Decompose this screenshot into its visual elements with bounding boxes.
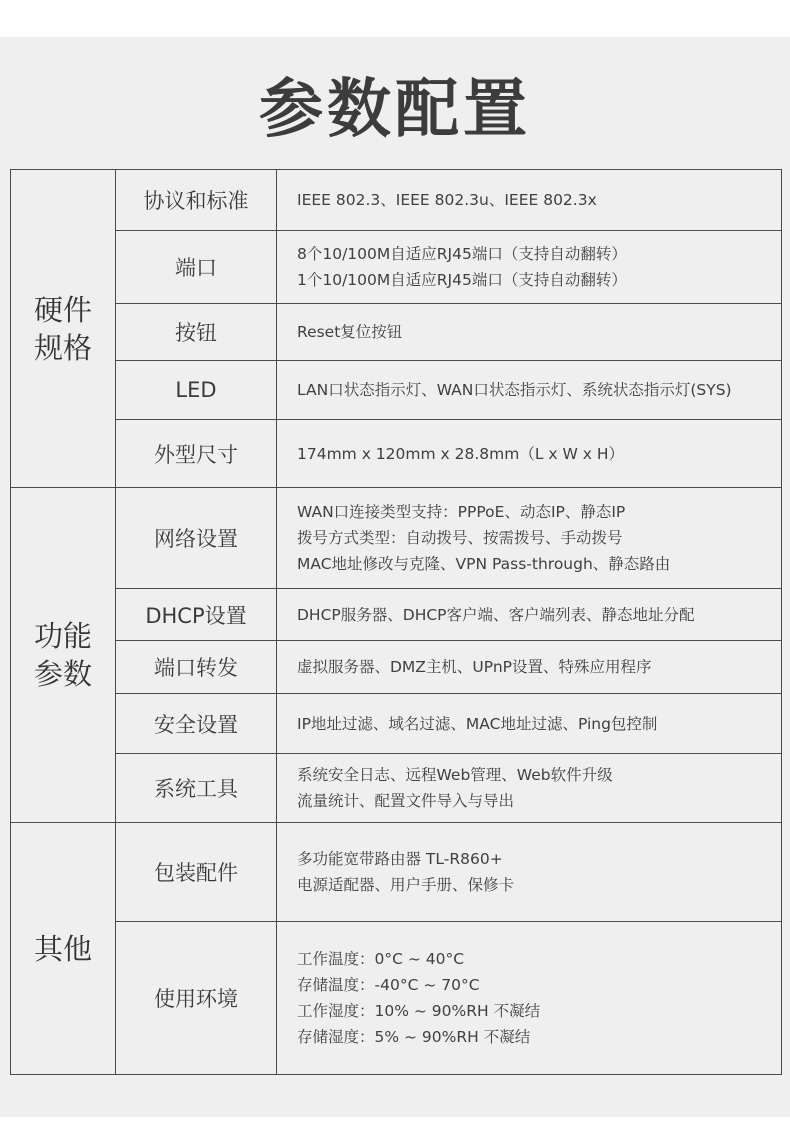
row-value	[277, 754, 782, 823]
table-row	[11, 170, 782, 231]
table-row	[11, 231, 782, 304]
value-line: 电源适配器、用户手册、保修卡	[297, 876, 515, 894]
value-line: 工作温度：0°C ~ 40°C	[297, 950, 465, 968]
row-label: 端口	[116, 231, 277, 304]
row-label: 网络设置	[116, 488, 277, 589]
table-row	[11, 361, 782, 420]
value-line: IP地址过滤、域名过滤、MAC地址过滤、Ping包控制	[297, 714, 658, 733]
table-row	[11, 641, 782, 694]
table-row	[11, 420, 782, 488]
value-line: IEEE 802.3、IEEE 802.3u、IEEE 802.3x	[297, 191, 597, 209]
group-label: 功能参数	[33, 619, 92, 691]
group-cell-hardware	[11, 170, 116, 488]
page-title: 参数配置	[259, 73, 531, 147]
group-label: 硬件规格	[33, 292, 92, 365]
group-cell-other	[11, 823, 116, 1075]
table-row	[11, 488, 782, 589]
row-label: 系统工具	[116, 754, 277, 823]
value-line: 8个10/100M自适应RJ45端口（支持自动翻转）	[297, 245, 627, 263]
value-line: 174mm x 120mm x 28.8mm（L x W x H）	[297, 444, 624, 463]
row-label: DHCP设置	[116, 589, 277, 641]
row-label: 按钮	[116, 304, 277, 361]
group-label: 其他	[33, 931, 92, 966]
table-row	[11, 304, 782, 361]
group-cell-function	[11, 488, 116, 823]
row-value	[277, 694, 782, 754]
row-value	[277, 641, 782, 694]
value-line: DHCP服务器、DHCP客户端、客户端列表、静态地址分配	[297, 605, 695, 624]
row-value	[277, 589, 782, 641]
value-line: 工作湿度：10% ~ 90%RH 不凝结	[297, 1002, 541, 1020]
row-label: 使用环境	[116, 922, 277, 1075]
value-line: 虚拟服务器、DMZ主机、UPnP设置、特殊应用程序	[297, 658, 652, 676]
row-label: 安全设置	[116, 694, 277, 754]
value-line: 存储湿度：5% ~ 90%RH 不凝结	[297, 1028, 531, 1046]
value-line: 1个10/100M自适应RJ45端口（支持自动翻转）	[297, 271, 627, 289]
table-row	[11, 922, 782, 1075]
row-value	[277, 488, 782, 589]
row-value	[277, 361, 782, 420]
row-value	[277, 170, 782, 231]
value-line: 系统安全日志、远程Web管理、Web软件升级	[297, 766, 613, 784]
spec-table	[10, 169, 782, 1075]
value-line: MAC地址修改与克隆、VPN Pass-through、静态路由	[297, 555, 671, 573]
row-value	[277, 231, 782, 304]
row-value	[277, 304, 782, 361]
value-line: LAN口状态指示灯、WAN口状态指示灯、系统状态指示灯(SYS)	[297, 381, 732, 399]
row-label: 外型尺寸	[116, 420, 277, 488]
table-row	[11, 823, 782, 922]
table-row	[11, 589, 782, 641]
value-line: Reset复位按钮	[297, 323, 403, 341]
value-line: 存储温度：-40°C ~ 70°C	[297, 976, 480, 994]
value-line: 多功能宽带路由器 TL-R860+	[297, 850, 503, 868]
value-line: 流量统计、配置文件导入与导出	[297, 792, 515, 810]
table-row	[11, 694, 782, 754]
row-label: 协议和标准	[116, 170, 277, 231]
row-value	[277, 420, 782, 488]
value-line: WAN口连接类型支持：PPPoE、动态IP、静态IP	[297, 503, 626, 521]
row-label: 包装配件	[116, 823, 277, 922]
row-label: 端口转发	[116, 641, 277, 694]
table-row	[11, 754, 782, 823]
row-label: LED	[116, 361, 277, 420]
value-line: 拨号方式类型：自动拨号、按需拨号、手动拨号	[297, 529, 623, 547]
row-value	[277, 823, 782, 922]
row-value	[277, 922, 782, 1075]
